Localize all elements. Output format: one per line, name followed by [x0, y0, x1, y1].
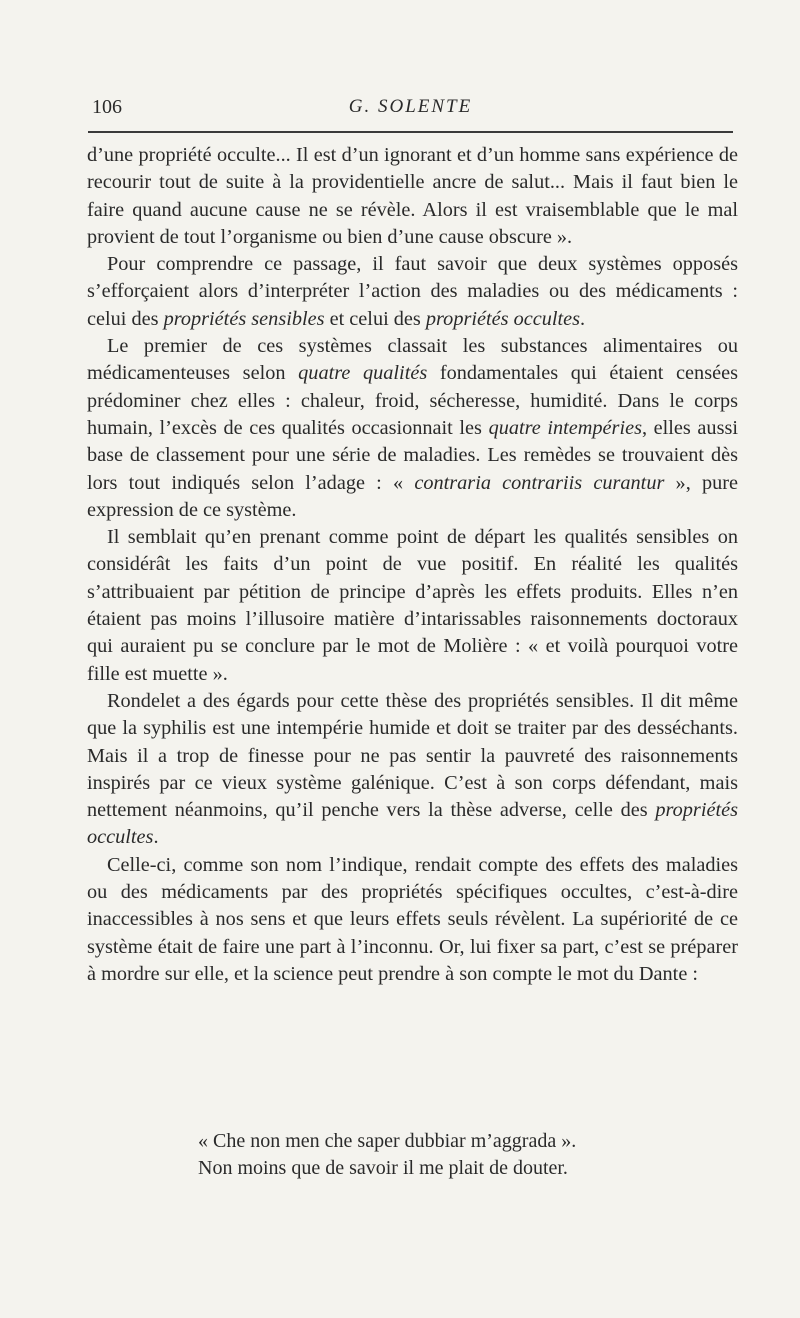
quote-line: « Che non men che saper dubbiar m’aggrada ». [198, 1130, 577, 1152]
text-segment: Il semblait qu’en prenant comme point de départ les qualités sensibles on considérât les faits d’un point de vue positif. En réalité les qualités s’attribuaient par pétition de principe d’après les effets produits. Elles n’en étaient pas moins l’illusoire matière d’intarissables raisonnements doctoraux qui auraient pu se conclure par le mot de Molière : « et voilà pourquoi votre fille est muette ». [87, 526, 738, 685]
italic-text: quatre intempéries [488, 416, 642, 439]
text-segment: Pour comprendre ce passage, il faut savoir que deux systèmes opposés s’efforçaient alors d’interpréter l’action des maladies ou des médicaments : celui des [87, 253, 738, 330]
paragraph [87, 142, 738, 251]
header-rule [88, 131, 733, 133]
text-segment: d’une propriété occulte... Il est d’un ignorant et d’un homme sans expérience de recourir tout de suite à la providentielle ancre de salut... Mais il faut bien le faire quand aucune cause ne se révèle. Alors il est vraisemblable que le mal provient de tout l’organisme ou bien d’une cause obscure ». [87, 144, 738, 248]
text-segment: , elles aussi base de classement pour une série de maladies. Les remèdes se trouvaient dès lors tout indiqués selon l’adage : « [87, 416, 738, 494]
italic-text: propriétés occultes [425, 307, 581, 330]
text-segment: Rondelet a des égards pour cette thèse des propriétés sensibles. Il dit même que la syphilis est une intempérie humide et doit se traiter par des desséchants. Mais il a trop de finesse pour ne pas sentir la pauvreté des raisonnements inspirés par ce vieux système galénique. C’est à son corps défendant, mais nettement néanmoins, qu’il penche vers la thèse adverse, celle des [87, 689, 738, 822]
italic-text: propriétés occultes [87, 799, 738, 849]
text-segment: fondamentales qui étaient censées prédominer chez elles : chaleur, froid, sécheresse, humidité. Dans le corps humain, l’excès de ces qualités occasionnait les [87, 362, 738, 439]
page-number: 106 [92, 96, 122, 118]
running-head: G. SOLENTE [348, 96, 473, 117]
paragraph [87, 688, 738, 852]
italic-text: quatre qualités [298, 362, 428, 385]
block-quote [198, 1128, 718, 1182]
paragraph [87, 251, 738, 333]
body-text [87, 142, 738, 988]
italic-text: propriétés sensibles [163, 307, 325, 330]
text-segment: . [580, 307, 586, 330]
text-segment: et celui des [324, 307, 426, 330]
paragraph [87, 333, 738, 524]
quote-line: Non moins que de savoir il me plait de douter. [198, 1157, 568, 1179]
text-segment: », pure expression de ce système. [87, 471, 739, 521]
text-segment: Celle-ci, comme son nom l’indique, rendait compte des effets des maladies ou des médicaments par des propriétés spécifiques occultes, c’est-à-dire inaccessibles à nos sens et que leurs effets seuls révèlent. La supériorité de ce système était de faire une part à l’inconnu. Or, lui fixer sa part, c’est se préparer à mordre sur elle, et la science peut prendre à son compte le mot du Dante : [87, 853, 738, 985]
italic-text: contraria contrariis curantur [414, 471, 665, 494]
text-segment: Le premier de ces systèmes classait les substances alimentaires ou médicamenteuses selon [87, 335, 738, 385]
paragraph [87, 852, 738, 988]
page-header [88, 96, 733, 120]
paragraph [87, 524, 738, 688]
text-segment: . [153, 826, 159, 849]
